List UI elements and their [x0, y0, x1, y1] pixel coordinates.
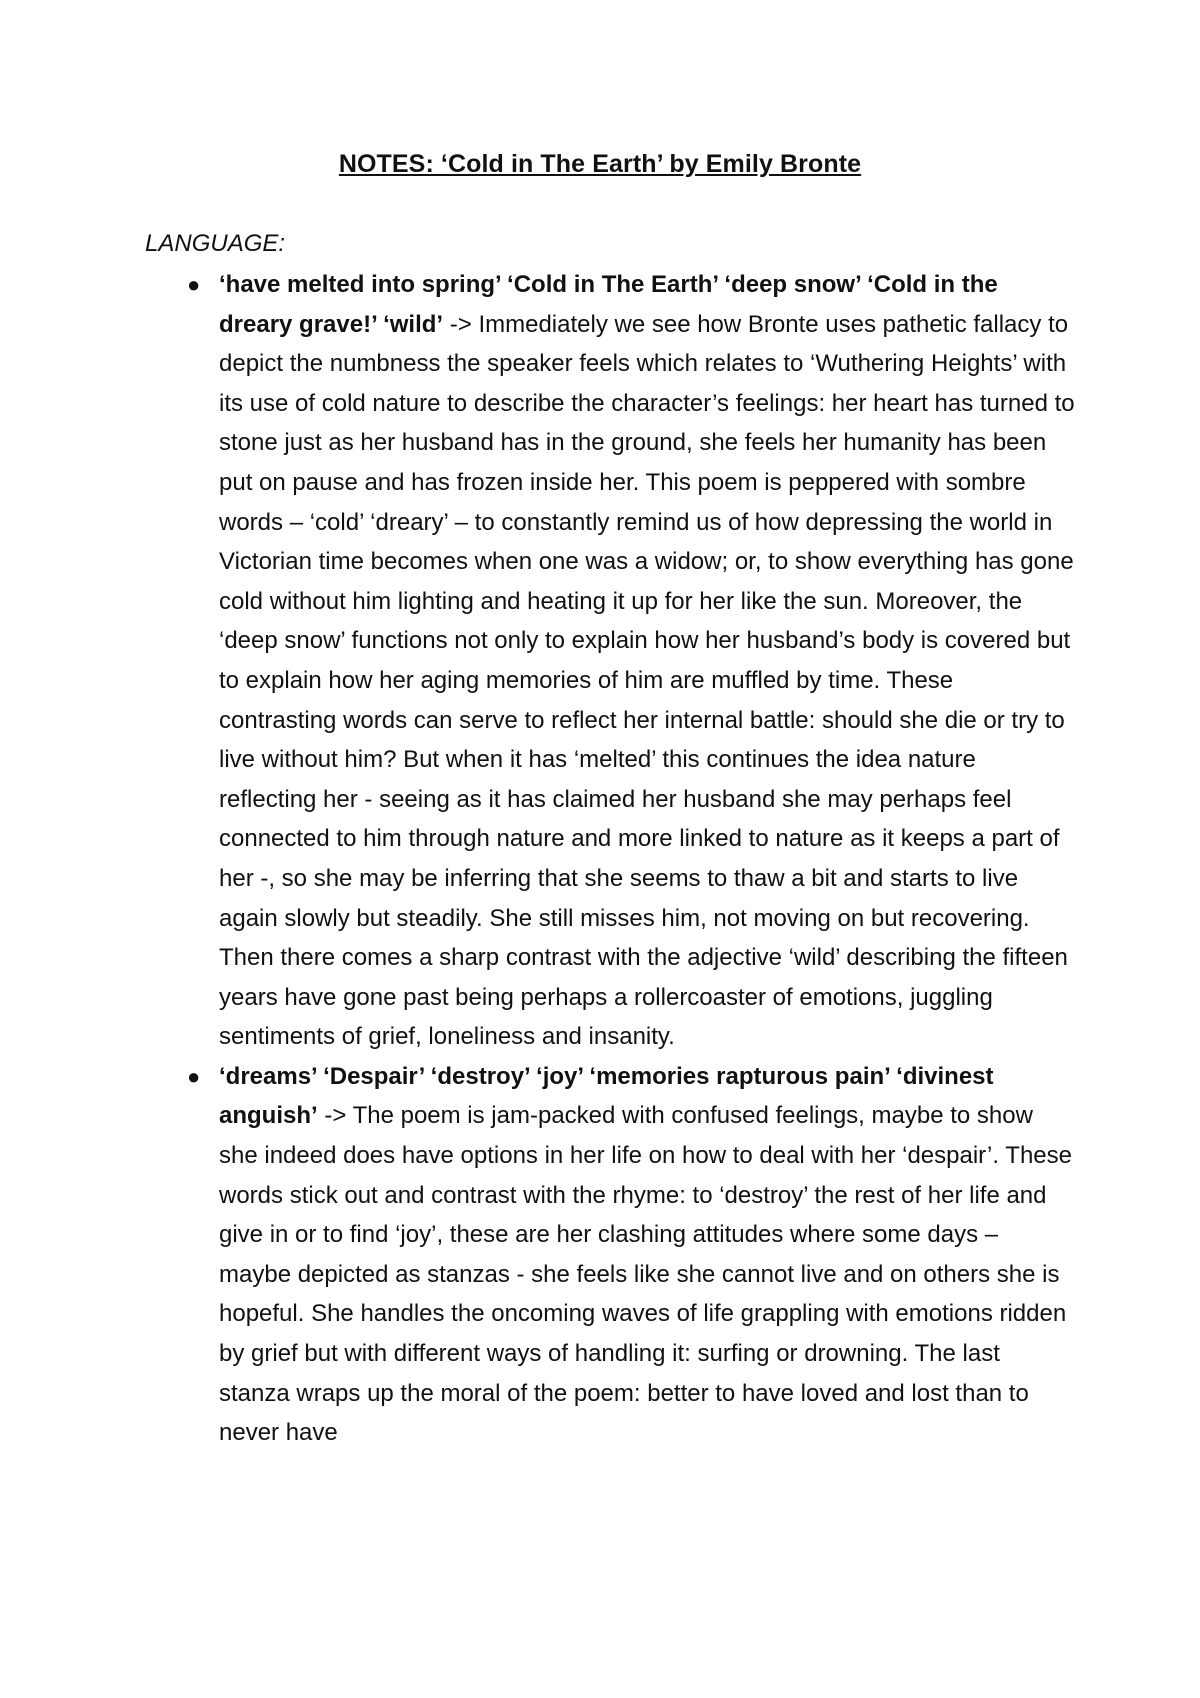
document-title: NOTES: ‘Cold in The Earth’ by Emily Bronte	[338, 150, 862, 178]
bullet-text: -> The poem is jam-packed with confused feelings, maybe to show she indeed does have options in her life on how to deal with her ‘despair’. These words stick out and contrast with the rhyme: to ‘destroy’ the rest of her life and give in or to find ‘joy’, these are her clashing attitudes where some days – maybe depicted as stanzas - she feels like she cannot live and on others she is hopeful. She handles the oncoming waves of life grappling with emotions ridden by grief but with different ways of handling it: surfing or drowning. The last stanza wraps up the moral of the poem: better to have loved and lost than to never have	[219, 1102, 1072, 1447]
bullet-text: -> Immediately we see how Bronte uses pathetic fallacy to depict the numbness the speaker feels which relates to ‘Wuthering Heights’ with its use of cold nature to describe the character’s feelings: her heart has turned to stone just as her husband has in the ground, she feels her humanity has been put on pause and has frozen inside her. This poem is peppered with sombre words – ‘cold’ ‘dreary’ – to constantly remind us of how depressing the world in Victorian time becomes when one was a widow; or, to show everything has gone cold without him lighting and heating it up for her like the sun. Moreover, the ‘deep snow’ functions not only to explain how her husband’s body is covered but to explain how her aging memories of him are muffled by time. These contrasting words can serve to reflect her internal battle: should she die or try to live without him? But when it has ‘melted’ this continues the idea nature reflecting her - seeing as it has claimed her husband she may perhaps feel connected to him through nature and more linked to nature as it keeps a part of her -, so she may be inferring that she seems to thaw a bit and starts to live again slowly but steadily. She still misses him, not moving on but recovering. Then there comes a sharp contrast with the adjective ‘wild’ describing the fifteen years have gone past being perhaps a rollercoaster of emotions, juggling sentiments of grief, loneliness and insanity.	[219, 310, 1075, 1051]
bullet-quotes: ‘have melted into spring’ ‘Cold in The Earth’ ‘deep snow’ ‘Cold in the dreary grave!’ ‘wild’	[219, 271, 998, 338]
bullet-item	[145, 265, 1075, 1057]
bullet-icon: ●	[187, 1063, 201, 1089]
bullet-item	[145, 1057, 1075, 1453]
bullet-icon: ●	[187, 272, 201, 297]
notes-bullet-list	[145, 265, 1075, 1453]
bullet-quotes: ‘dreams’ ‘Despair’ ‘destroy’ ‘joy’ ‘memories rapturous pain’ ‘divinest anguish’	[219, 1062, 994, 1130]
section-heading-language: LANGUAGE:	[145, 230, 286, 257]
